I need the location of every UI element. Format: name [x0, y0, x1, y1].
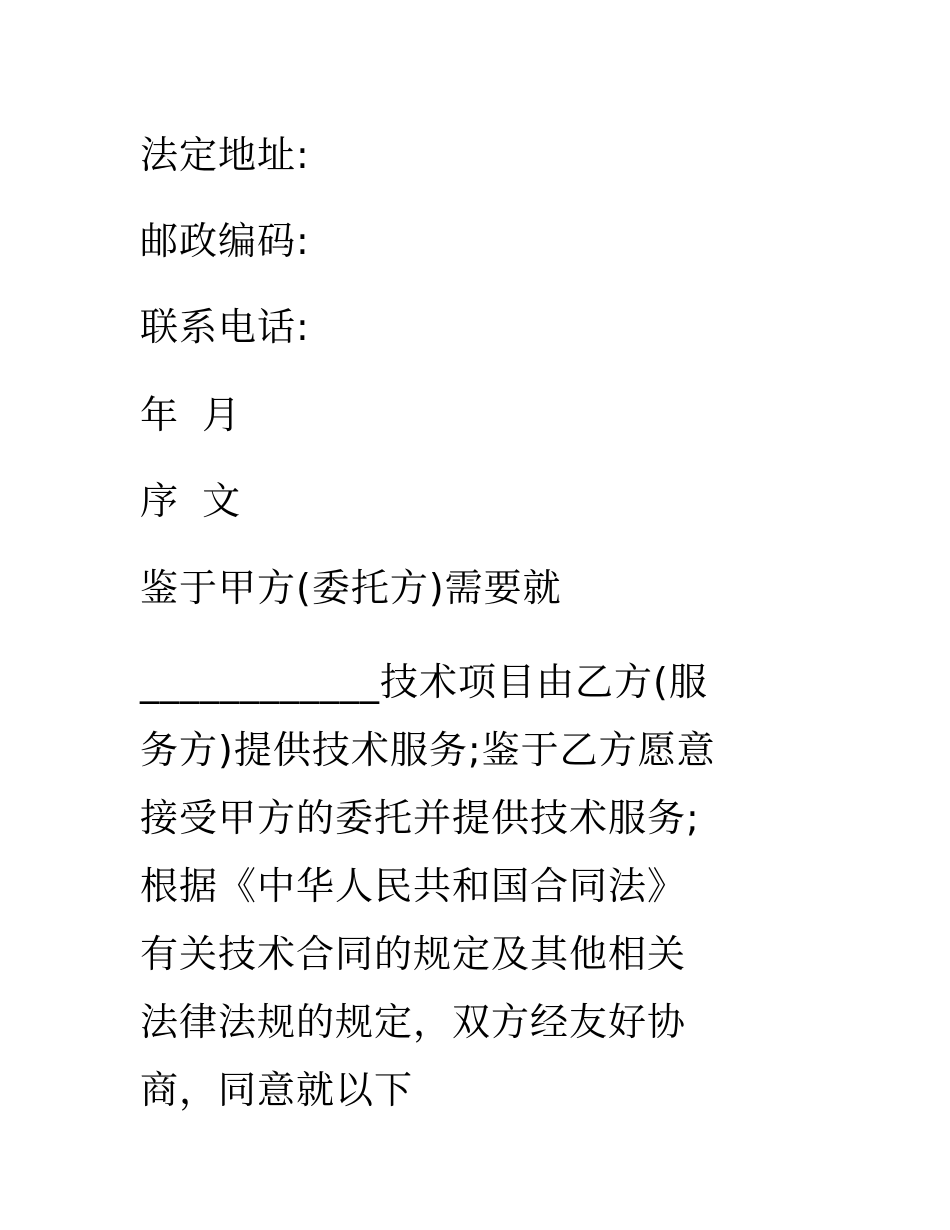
preamble-line: 根据《中华人民共和国合同法》 [140, 864, 687, 908]
postcode-label: 邮政编码: [140, 219, 310, 263]
preamble-line: 法律法规的规定，双方经友好协 [140, 1000, 687, 1044]
phone-label: 联系电话: [140, 305, 310, 349]
date-line: 年 月 [140, 393, 241, 437]
preamble-line: 务方)提供技术服务;鉴于乙方愿意 [140, 728, 716, 772]
preamble-intro: 鉴于甲方(委托方)需要就 [140, 566, 562, 610]
preamble-line: ____________技术项目由乙方(服 [140, 660, 708, 704]
preamble-paragraph [140, 648, 820, 1124]
address-label: 法定地址: [140, 133, 310, 177]
section-heading: 序 文 [140, 479, 241, 523]
preamble-line: 有关技术合同的规定及其他相关 [140, 932, 687, 976]
preamble-line: 接受甲方的委托并提供技术服务; [140, 796, 700, 840]
preamble-line: 商，同意就以下 [140, 1068, 414, 1112]
